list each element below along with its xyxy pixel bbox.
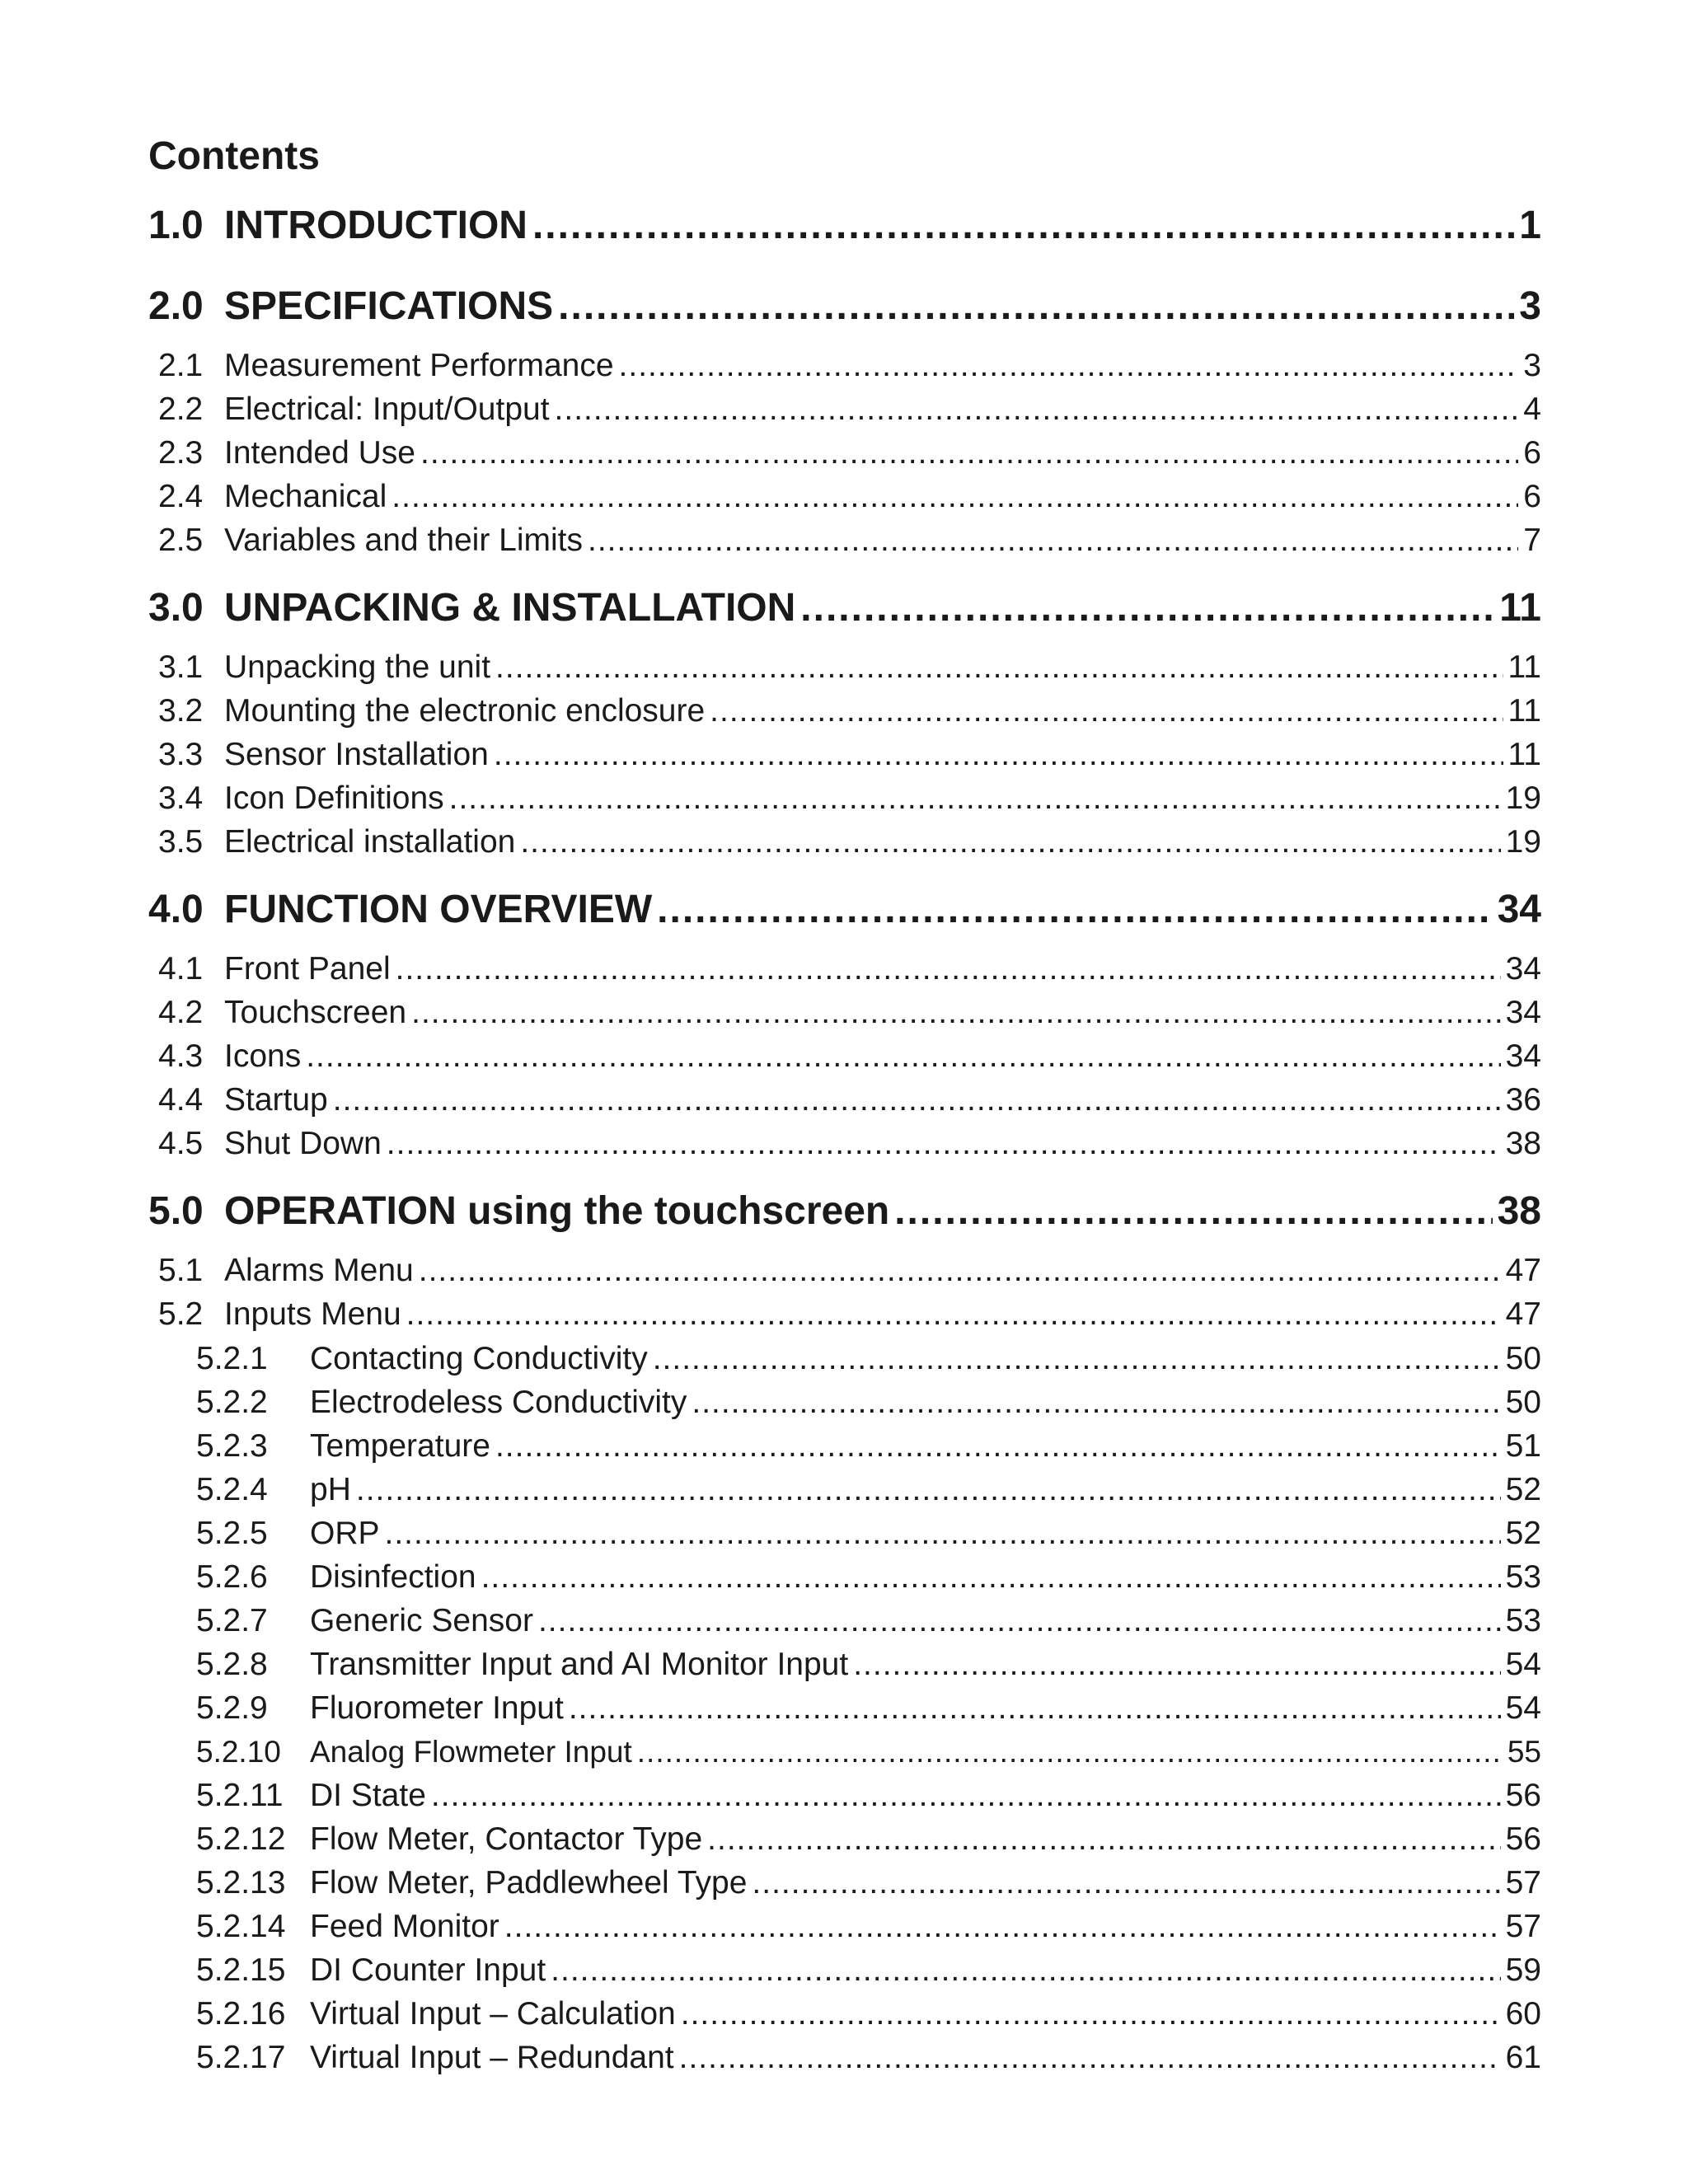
toc-entry-4-0[interactable] <box>148 885 1541 935</box>
toc-leader <box>520 822 1500 863</box>
toc-page: 11 <box>1507 649 1541 685</box>
toc-page: 56 <box>1505 1778 1541 1813</box>
toc-page: 51 <box>1505 1428 1541 1464</box>
toc-number: 2.1 <box>158 348 204 383</box>
toc-leader <box>710 691 1503 732</box>
toc-number: 4.2 <box>158 995 204 1030</box>
toc-number: 1.0 <box>148 204 204 247</box>
toc-leader <box>853 1644 1500 1685</box>
toc-entry-5-2-4[interactable] <box>148 1469 1541 1511</box>
toc-leader <box>555 389 1519 430</box>
toc-leader <box>495 1426 1501 1467</box>
toc-entry-4-4[interactable] <box>148 1080 1541 1121</box>
toc-title: Icon Definitions <box>224 780 444 816</box>
toc-page: 54 <box>1505 1647 1541 1682</box>
toc-entry-2-3[interactable] <box>148 433 1541 474</box>
toc-title: Flow Meter, Paddlewheel Type <box>310 1865 748 1900</box>
toc-leader <box>588 520 1518 561</box>
toc-page: 50 <box>1505 1341 1541 1376</box>
toc-leader <box>385 1513 1501 1554</box>
toc-leader <box>494 734 1503 776</box>
toc-page: 59 <box>1505 1952 1541 1988</box>
toc-number: 5.0 <box>148 1189 204 1233</box>
toc-entry-5-2-9[interactable] <box>148 1688 1541 1729</box>
toc-entry-4-5[interactable] <box>148 1123 1541 1165</box>
toc-number: 5.2.12 <box>196 1821 286 1857</box>
toc-entry-5-0[interactable] <box>148 1187 1541 1236</box>
toc-page: 47 <box>1505 1253 1541 1288</box>
toc-number: 5.2.17 <box>196 2040 286 2075</box>
toc-title: FUNCTION OVERVIEW <box>224 888 653 931</box>
toc-leader <box>681 1994 1501 2035</box>
toc-number: 5.2.2 <box>196 1385 268 1420</box>
toc-entry-1-0[interactable] <box>148 201 1541 251</box>
toc-page: 38 <box>1505 1126 1541 1161</box>
toc-page: 56 <box>1505 1821 1541 1857</box>
toc-title: pH <box>310 1472 351 1507</box>
toc-number: 5.1 <box>158 1253 204 1288</box>
toc-entry-5-2-14[interactable] <box>148 1906 1541 1947</box>
toc-number: 3.2 <box>158 693 204 729</box>
toc-entry-5-2-17[interactable] <box>148 2037 1541 2079</box>
toc-entry-5-2-12[interactable] <box>148 1819 1541 1860</box>
toc-number: 2.4 <box>158 479 204 514</box>
toc-title: Disinfection <box>310 1559 476 1595</box>
toc-page: 4 <box>1523 391 1541 427</box>
toc-title: Front Panel <box>224 951 391 987</box>
toc-title: Fluorometer Input <box>310 1690 564 1726</box>
contents-heading: Contents <box>148 134 320 178</box>
toc-page: 34 <box>1505 995 1541 1030</box>
toc-leader <box>392 476 1518 518</box>
toc-page: 11 <box>1507 693 1541 729</box>
toc-leader <box>707 1819 1500 1860</box>
toc-number: 4.4 <box>158 1082 204 1118</box>
toc-page: 7 <box>1523 523 1541 558</box>
toc-number: 5.2.13 <box>196 1865 286 1900</box>
toc-leader <box>406 1294 1501 1335</box>
toc-entry-5-2[interactable] <box>148 1294 1541 1335</box>
toc-title: Flow Meter, Contactor Type <box>310 1821 703 1857</box>
toc-title: Temperature <box>310 1428 490 1464</box>
toc-title: SPECIFICATIONS <box>224 284 554 328</box>
toc-page: 57 <box>1505 1909 1541 1944</box>
toc-number: 5.2.8 <box>196 1647 268 1682</box>
toc-leader <box>657 885 1492 935</box>
toc-page: 1 <box>1519 204 1541 247</box>
toc-page: 11 <box>1499 586 1541 630</box>
toc-number: 5.2.14 <box>196 1909 286 1944</box>
toc-title: Virtual Input – Calculation <box>310 1996 676 2032</box>
toc-title: Touchscreen <box>224 995 407 1030</box>
toc-leader <box>637 1732 1503 1773</box>
toc-title: Analog Flowmeter Input <box>310 1735 632 1769</box>
toc-page: 3 <box>1523 348 1541 383</box>
toc-entry-5-2-2[interactable] <box>148 1382 1541 1423</box>
toc-number: 5.2.16 <box>196 1996 286 2032</box>
toc-entry-2-2[interactable] <box>148 389 1541 430</box>
toc-entry-5-2-6[interactable] <box>148 1557 1541 1598</box>
toc-entry-5-2-16[interactable] <box>148 1994 1541 2035</box>
toc-entry-4-3[interactable] <box>148 1036 1541 1077</box>
toc-title: Shut Down <box>224 1126 382 1161</box>
toc-page: 38 <box>1497 1189 1541 1233</box>
toc-number: 3.4 <box>158 780 204 816</box>
toc-leader <box>420 433 1518 474</box>
toc-entry-2-4[interactable] <box>148 476 1541 518</box>
toc-entry-5-2-13[interactable] <box>148 1863 1541 1904</box>
toc-entry-2-1[interactable] <box>148 345 1541 387</box>
toc-leader <box>495 647 1503 688</box>
toc-entry-4-2[interactable] <box>148 992 1541 1033</box>
toc-number: 5.2.15 <box>196 1952 286 1988</box>
toc-entry-2-0[interactable] <box>148 282 1541 331</box>
toc-title: Variables and their Limits <box>224 523 583 558</box>
toc-number: 5.2 <box>158 1296 204 1332</box>
toc-leader <box>396 949 1501 990</box>
toc-leader <box>692 1382 1500 1423</box>
toc-title: Electrodeless Conductivity <box>310 1385 687 1420</box>
toc-number: 5.2.9 <box>196 1690 268 1726</box>
toc-title: Startup <box>224 1082 328 1118</box>
toc-title: Mounting the electronic enclosure <box>224 693 706 729</box>
toc-entry-5-2-8[interactable] <box>148 1644 1541 1685</box>
toc-number: 3.3 <box>158 737 204 772</box>
toc-title: ORP <box>310 1516 380 1551</box>
toc-title: Alarms Menu <box>224 1253 414 1288</box>
toc-page: 34 <box>1497 888 1541 931</box>
toc-title: Contacting Conductivity <box>310 1341 648 1376</box>
toc-page: 53 <box>1505 1559 1541 1595</box>
toc-number: 4.3 <box>158 1038 204 1074</box>
toc-leader <box>551 1950 1500 1991</box>
toc-entry-3-2[interactable] <box>148 691 1541 732</box>
toc-leader <box>558 282 1514 331</box>
toc-leader <box>532 201 1514 251</box>
toc-page: 3 <box>1519 284 1541 328</box>
toc-leader <box>800 583 1494 633</box>
toc-leader <box>333 1080 1501 1121</box>
toc-leader <box>449 778 1501 819</box>
toc-page: 34 <box>1505 951 1541 987</box>
toc-title: Inputs Menu <box>224 1296 401 1332</box>
toc-page: 19 <box>1505 780 1541 816</box>
toc-entry-3-1[interactable] <box>148 647 1541 688</box>
toc-page: 52 <box>1505 1472 1541 1507</box>
toc-title: Unpacking the unit <box>224 649 491 685</box>
toc-title: Intended Use <box>224 435 416 471</box>
toc-entry-5-2-1[interactable] <box>148 1338 1541 1380</box>
toc-entry-5-2-11[interactable] <box>148 1775 1541 1816</box>
toc-page: 6 <box>1523 479 1541 514</box>
toc-page: 55 <box>1507 1735 1541 1769</box>
toc-page: 19 <box>1505 824 1541 860</box>
toc-title: DI Counter Input <box>310 1952 546 1988</box>
toc-title: Virtual Input – Redundant <box>310 2040 674 2075</box>
toc-number: 5.2.7 <box>196 1603 268 1638</box>
toc-number: 3.0 <box>148 586 204 630</box>
toc-entry-5-1[interactable] <box>148 1250 1541 1291</box>
toc-number: 5.2.3 <box>196 1428 268 1464</box>
toc-number: 5.2.4 <box>196 1472 268 1507</box>
toc-leader <box>538 1601 1501 1642</box>
toc-entry-3-0[interactable] <box>148 583 1541 633</box>
toc-number: 4.1 <box>158 951 204 987</box>
toc-number: 2.5 <box>158 523 204 558</box>
toc-page: 50 <box>1505 1385 1541 1420</box>
toc-number: 4.0 <box>148 888 204 931</box>
toc-page: 57 <box>1505 1865 1541 1900</box>
toc-entry-4-1[interactable] <box>148 949 1541 990</box>
toc-leader <box>356 1469 1501 1511</box>
toc-number: 2.0 <box>148 284 204 328</box>
toc-page: 34 <box>1505 1038 1541 1074</box>
toc-entry-3-5[interactable] <box>148 822 1541 863</box>
toc-title: Icons <box>224 1038 302 1074</box>
toc-leader <box>679 2037 1501 2079</box>
toc-entry-3-4[interactable] <box>148 778 1541 819</box>
toc-leader <box>481 1557 1501 1598</box>
toc-title: Sensor Installation <box>224 737 489 772</box>
toc-number: 5.2.6 <box>196 1559 268 1595</box>
toc-leader <box>387 1123 1501 1165</box>
toc-entry-3-3[interactable] <box>148 734 1541 776</box>
toc-page: 53 <box>1505 1603 1541 1638</box>
toc-number: 5.2.11 <box>196 1778 284 1813</box>
toc-entry-2-5[interactable] <box>148 520 1541 561</box>
toc-leader <box>752 1863 1500 1904</box>
toc-number: 5.2.10 <box>196 1735 281 1769</box>
toc-entry-5-2-15[interactable] <box>148 1950 1541 1991</box>
toc-entry-5-2-7[interactable] <box>148 1601 1541 1642</box>
toc-title: Electrical: Input/Output <box>224 391 550 427</box>
toc-entry-5-2-10[interactable] <box>148 1732 1541 1773</box>
toc-title: Electrical installation <box>224 824 516 860</box>
toc-leader <box>411 992 1500 1033</box>
toc-title: Feed Monitor <box>310 1909 499 1944</box>
toc-page: 47 <box>1505 1296 1541 1332</box>
toc-leader <box>306 1036 1500 1077</box>
toc-number: 3.1 <box>158 649 204 685</box>
toc-entry-5-2-3[interactable] <box>148 1426 1541 1467</box>
toc-title: Transmitter Input and AI Monitor Input <box>310 1647 849 1682</box>
toc-title: OPERATION using the touchscreen <box>224 1189 890 1233</box>
toc-leader <box>431 1775 1501 1816</box>
toc-page: 60 <box>1505 1996 1541 2032</box>
toc-page: 61 <box>1505 2040 1541 2075</box>
toc-leader <box>504 1906 1501 1947</box>
toc-title: INTRODUCTION <box>224 204 528 247</box>
toc-title: DI State <box>310 1778 426 1813</box>
toc-leader <box>653 1338 1501 1380</box>
toc-number: 2.2 <box>158 391 204 427</box>
toc-page: 6 <box>1523 435 1541 471</box>
toc-number: 3.5 <box>158 824 204 860</box>
toc-title: Mechanical <box>224 479 387 514</box>
toc-leader <box>419 1250 1501 1291</box>
toc-number: 2.3 <box>158 435 204 471</box>
toc-entry-5-2-5[interactable] <box>148 1513 1541 1554</box>
toc-title: Measurement Performance <box>224 348 614 383</box>
toc-page: 52 <box>1505 1516 1541 1551</box>
toc-title: UNPACKING & INSTALLATION <box>224 586 796 630</box>
toc-page: 11 <box>1507 737 1541 772</box>
toc-leader <box>894 1187 1492 1236</box>
toc-number: 4.5 <box>158 1126 204 1161</box>
toc-page: 54 <box>1505 1690 1541 1726</box>
toc-page: 36 <box>1505 1082 1541 1118</box>
toc-leader <box>569 1688 1501 1729</box>
toc-number: 5.2.5 <box>196 1516 268 1551</box>
toc-leader <box>619 345 1519 387</box>
toc-title: Generic Sensor <box>310 1603 533 1638</box>
toc-number: 5.2.1 <box>196 1341 268 1376</box>
